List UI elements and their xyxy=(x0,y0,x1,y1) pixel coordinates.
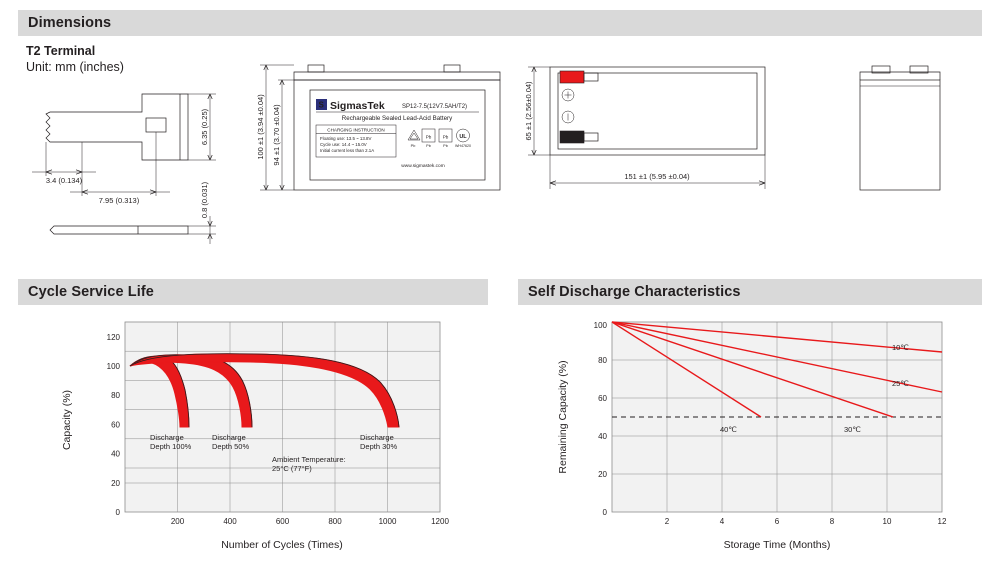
y-axis-title: Capacity (%) xyxy=(61,389,73,451)
y-tick-0: 0 xyxy=(115,508,120,517)
section-header-dimensions xyxy=(18,10,982,36)
annotation-dod-100-line2: Depth 100% xyxy=(150,442,192,451)
y-tick-40: 40 xyxy=(598,432,607,441)
terminal-mid-label: 7.95 (0.313) xyxy=(98,196,140,205)
model-number: SP12-7.5(12V7.5AH/T2) xyxy=(402,104,468,110)
x-tick-12: 12 xyxy=(937,517,947,526)
terminal-detail-drawing xyxy=(20,78,240,263)
total-height-label: 100 ±1 (3.94 ±0.04) xyxy=(256,94,265,160)
x-tick-800: 800 xyxy=(328,517,342,526)
x-tick-200: 200 xyxy=(170,517,185,526)
recycle-mark xyxy=(408,130,420,140)
chart-self-discharge xyxy=(540,310,980,555)
charging-line-1: Floating use: 13.5 ~ 13.8V xyxy=(320,136,372,141)
series-label-10c: 10℃ xyxy=(892,343,909,352)
battery-front-view xyxy=(250,55,540,235)
svg-text:WH47620: WH47620 xyxy=(455,144,471,148)
terminal-height-label: 6.35 (0.25) xyxy=(200,108,209,146)
y-tick-80: 80 xyxy=(598,356,607,365)
pb-mark-2: Pb xyxy=(442,134,449,140)
section-title: Dimensions xyxy=(28,15,112,31)
x-tick-4: 4 xyxy=(719,517,725,526)
y-tick-60: 60 xyxy=(111,420,120,430)
y-tick-40: 40 xyxy=(111,449,120,459)
annotation-dod-30-line2: Depth 30% xyxy=(360,442,398,451)
y-tick-20: 20 xyxy=(598,470,607,479)
x-tick-10: 10 xyxy=(882,517,892,526)
annotation-dod-50-line1: Discharge xyxy=(212,433,246,442)
annotation-dod-100-line1: Discharge xyxy=(150,433,184,442)
terminal-thickness-label: 0.8 (0.031) xyxy=(200,181,209,219)
x-axis-title: Number of Cycles (Times) xyxy=(221,539,343,551)
series-label-30c: 30℃ xyxy=(844,425,861,434)
section-header-self-discharge xyxy=(518,279,982,305)
case-height-label: 94 ±1 (3.70 ±0.04) xyxy=(272,104,281,166)
charging-line-2: Cycle use: 14.4 ~ 15.0V xyxy=(320,142,367,147)
annotation-ambient-line1: Ambient Temperature: xyxy=(272,455,346,464)
terminal-type-label: T2 Terminal xyxy=(26,44,96,58)
series-label-40c: 40℃ xyxy=(720,425,737,434)
x-tick-6: 6 xyxy=(774,517,780,526)
y-tick-120: 120 xyxy=(106,332,120,342)
x-tick-1200: 1200 xyxy=(431,517,449,526)
section-header-cycle-service-life xyxy=(18,279,488,305)
y-tick-20: 20 xyxy=(111,478,120,488)
ul-mark xyxy=(455,129,471,148)
length-label: 151 ±1 (5.95 ±0.04) xyxy=(624,172,690,181)
charging-title: CHARGING INSTRUCTION xyxy=(327,127,385,133)
battery-side-view xyxy=(840,55,980,235)
depth-label: 65 ±1 (2.56±0.04) xyxy=(524,81,533,141)
annotation-dod-30-line1: Discharge xyxy=(360,433,394,442)
x-tick-600: 600 xyxy=(275,517,290,526)
battery-top-view xyxy=(520,55,810,235)
recycle-caption: Pb xyxy=(410,144,416,148)
x-tick-2: 2 xyxy=(664,517,670,526)
unit-label: Unit: mm (inches) xyxy=(26,60,124,74)
pb-caption-2: Pb xyxy=(443,144,448,148)
chart-cycle-service-life xyxy=(40,310,480,555)
pb-caption-1: Pb xyxy=(426,144,431,148)
negative-terminal-mark xyxy=(562,111,574,123)
pb-mark-1: Pb xyxy=(425,134,432,140)
x-axis-title: Storage Time (Months) xyxy=(723,539,831,551)
y-tick-60: 60 xyxy=(598,394,607,403)
section-title: Self Discharge Characteristics xyxy=(528,284,741,300)
y-tick-0: 0 xyxy=(602,508,607,517)
y-tick-100: 100 xyxy=(593,321,607,330)
svg-text:UL: UL xyxy=(459,134,467,140)
x-tick-8: 8 xyxy=(829,517,835,526)
x-tick-1000: 1000 xyxy=(378,517,397,526)
y-tick-80: 80 xyxy=(111,391,120,401)
series-label-25c: 25℃ xyxy=(892,379,909,388)
y-tick-100: 100 xyxy=(106,362,120,371)
y-axis-title: Remaining Capacity (%) xyxy=(557,360,569,474)
svg-text:S: S xyxy=(318,100,324,110)
annotation-ambient-line2: 25°C (77°F) xyxy=(272,464,312,473)
terminal-width-label: 3.4 (0.134) xyxy=(45,176,83,185)
website-label: www.sigmastek.com xyxy=(401,164,445,169)
brand-name: SigmasTek xyxy=(330,100,385,112)
charging-line-3: Initial current less than 2.1A xyxy=(320,148,375,153)
annotation-dod-50-line2: Depth 50% xyxy=(212,442,250,451)
x-tick-400: 400 xyxy=(223,517,237,526)
section-title: Cycle Service Life xyxy=(28,284,154,300)
label-subtitle: Rechargeable Sealed Lead-Acid Battery xyxy=(341,115,453,122)
positive-terminal-mark xyxy=(562,89,574,101)
